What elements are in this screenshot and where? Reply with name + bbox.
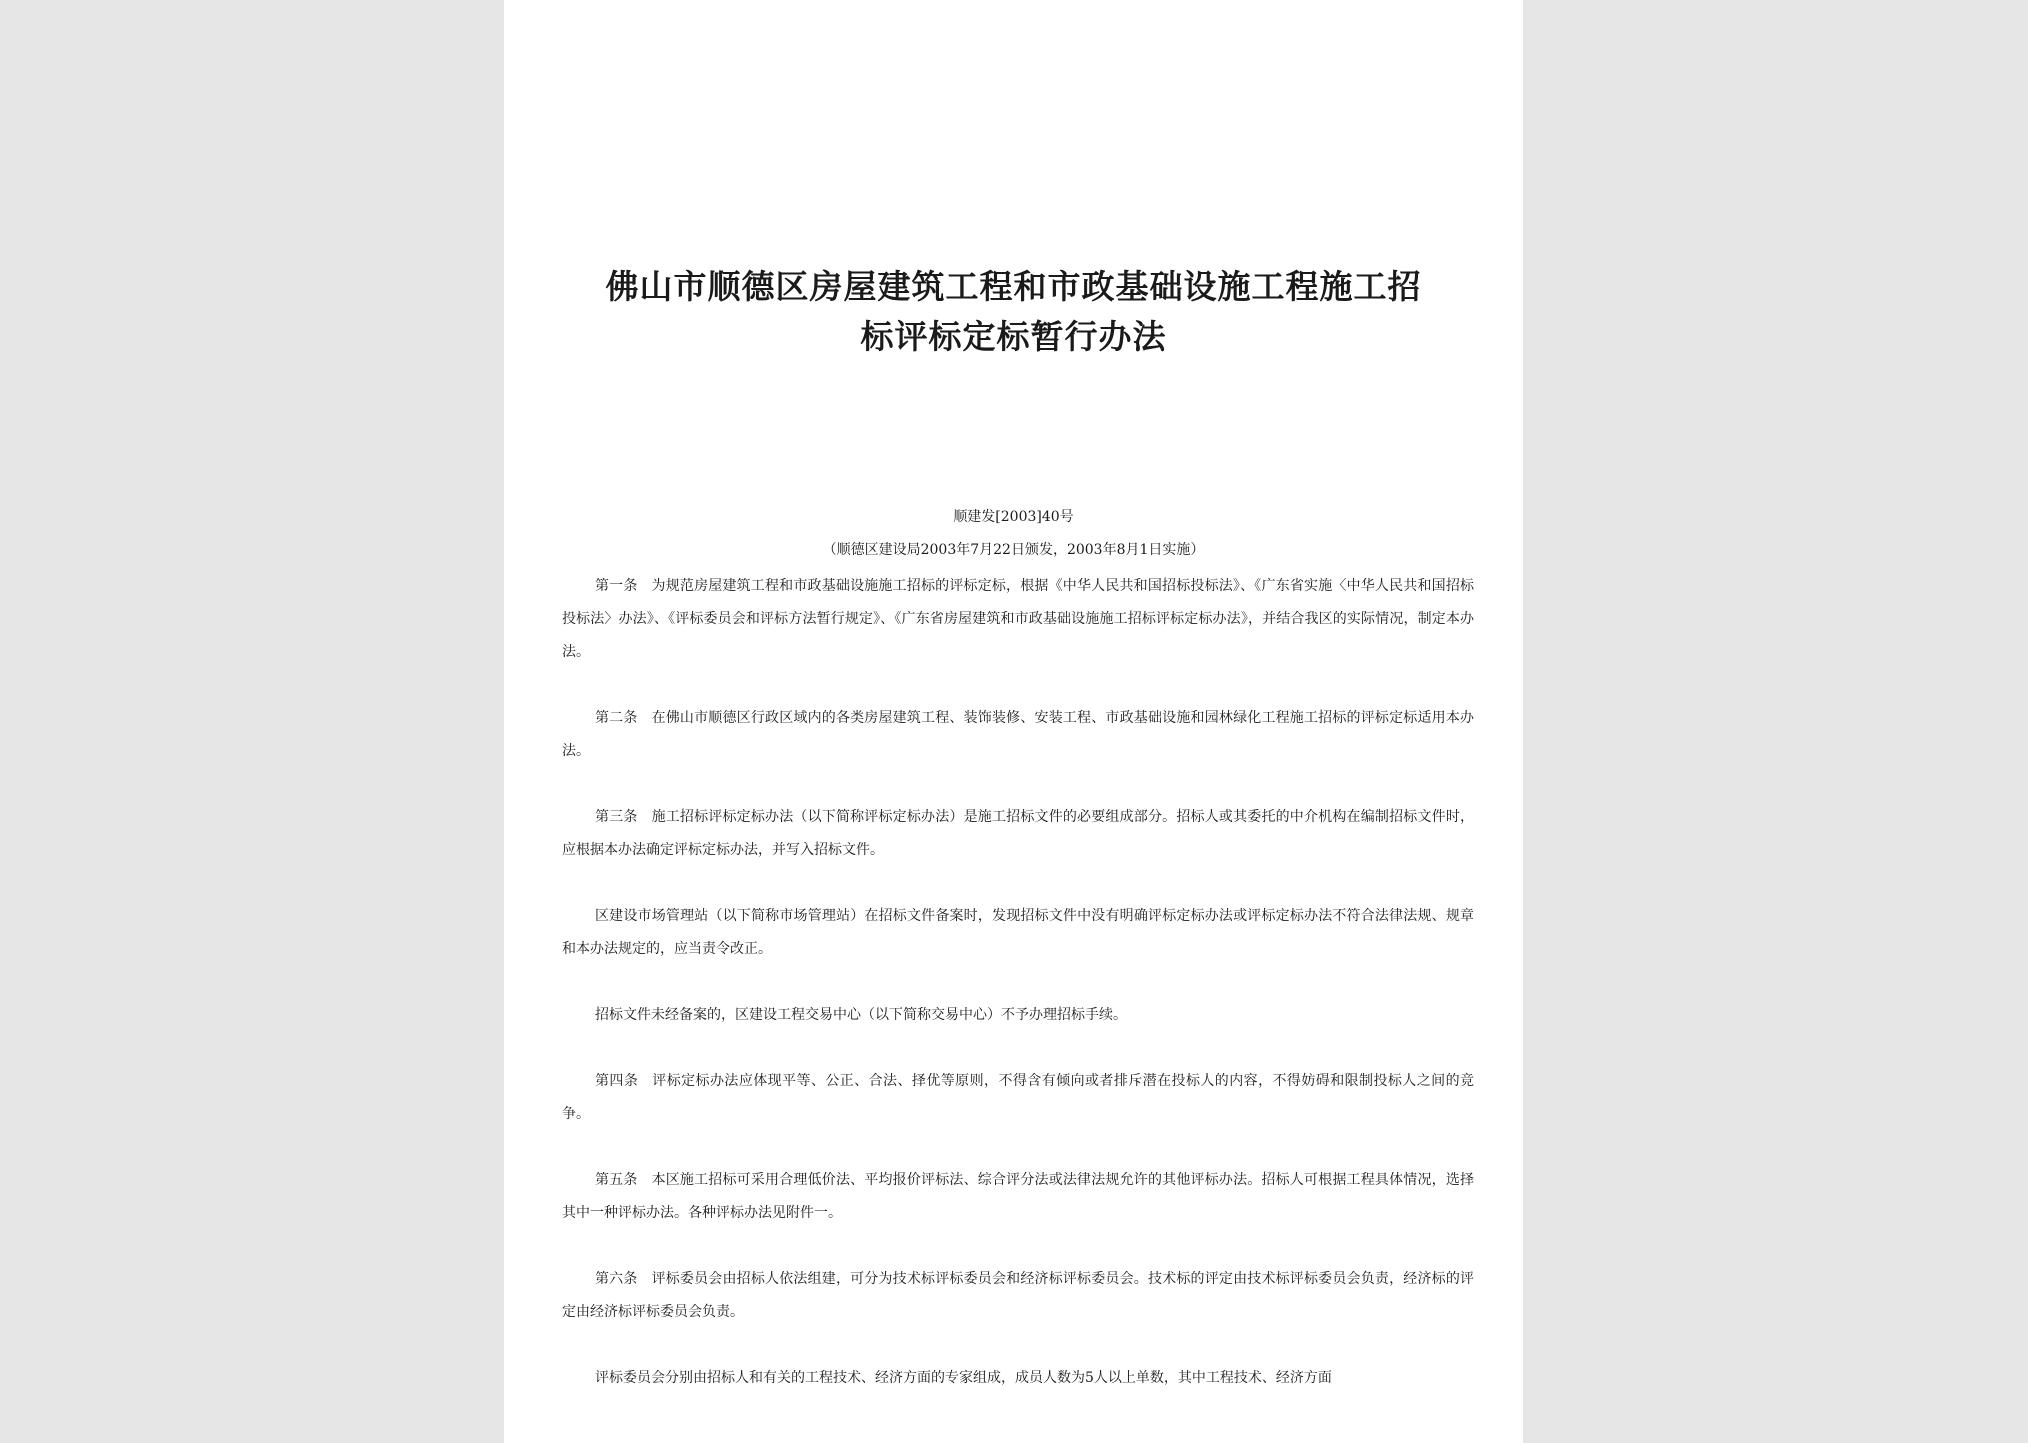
article-3-clause-3: [562, 999, 1474, 1032]
issue-note: （顺德区建设局2003年7月22日颁发，2003年8月1日实施）: [822, 542, 1205, 558]
article-text: 本区施工招标可采用合理低价法、平均报价评标法、综合评分法或法律法规允许的其他评标办法。招标人可根据工程具体情况，选择其中一种评标办法。各种评标办法见附件一。: [562, 1172, 1475, 1221]
document-page: [504, 0, 1523, 1443]
article-label: 第四条: [595, 1073, 639, 1089]
article-label: 第五条: [595, 1172, 638, 1188]
article-text: 评标委员会由招标人依法组建，可分为技术标评标委员会和经济标评标委员会。技术标的评定由技术标评标委员会负责，经济标的评定由经济标评标委员会负责。: [562, 1271, 1475, 1320]
article-6: [562, 1263, 1474, 1329]
article-text: 评标定标办法应体现平等、公正、合法、择优等原则，不得含有倾向或者排斥潜在投标人的内容，不得妨碍和限制投标人之间的竞争。: [562, 1073, 1475, 1122]
article-3: [562, 801, 1474, 867]
article-label: 第一条: [595, 578, 638, 594]
article-text: 评标委员会分别由招标人和有关的工程技术、经济方面的专家组成，成员人数为5人以上单数，其中工程技术、经济方面: [595, 1370, 1332, 1386]
article-6-clause-2: [562, 1362, 1474, 1395]
article-label: 第二条: [595, 710, 638, 726]
document-title-line-2: 标评标定标暂行办法: [860, 317, 1167, 356]
article-2: [562, 702, 1474, 768]
article-label: 第三条: [595, 809, 638, 825]
article-text: 在佛山市顺德区行政区域内的各类房屋建筑工程、装饰装修、安装工程、市政基础设施和园林绿化工程施工招标的评标定标适用本办法。: [562, 710, 1475, 759]
document-title-line-1: 佛山市顺德区房屋建筑工程和市政基础设施工程施工招: [605, 267, 1422, 306]
article-text: 施工招标评标定标办法（以下简称评标定标办法）是施工招标文件的必要组成部分。招标人或其委托的中介机构在编制招标文件时，应根据本办法确定评标定标办法，并写入招标文件。: [562, 809, 1475, 858]
article-label: 第六条: [595, 1271, 638, 1287]
article-5: [562, 1164, 1474, 1230]
article-1: [562, 570, 1474, 669]
article-text: 招标文件未经备案的，区建设工程交易中心（以下简称交易中心）不予办理招标手续。: [595, 1007, 1127, 1023]
article-3-clause-2: [562, 900, 1474, 966]
article-4: [562, 1065, 1474, 1131]
document-body: [562, 570, 1474, 1428]
document-title: [564, 262, 1463, 362]
article-text: 为规范房屋建筑工程和市政基础设施施工招标的评标定标，根据《中华人民共和国招标投标法》、《广东省实施〈中华人民共和国招标投标法〉办法》、《评标委员会和评标方法暂行规定》、《广东省房屋建筑和市政基础设施施工招标评标定标办法》，并结合我区的实际情况，制定本办法。: [562, 578, 1475, 660]
article-text: 区建设市场管理站（以下简称市场管理站）在招标文件备案时，发现招标文件中没有明确评标定标办法或评标定标办法不符合法律法规、规章和本办法规定的，应当责令改正。: [562, 908, 1474, 957]
document-number: 顺建发[2003]40号: [953, 509, 1074, 525]
